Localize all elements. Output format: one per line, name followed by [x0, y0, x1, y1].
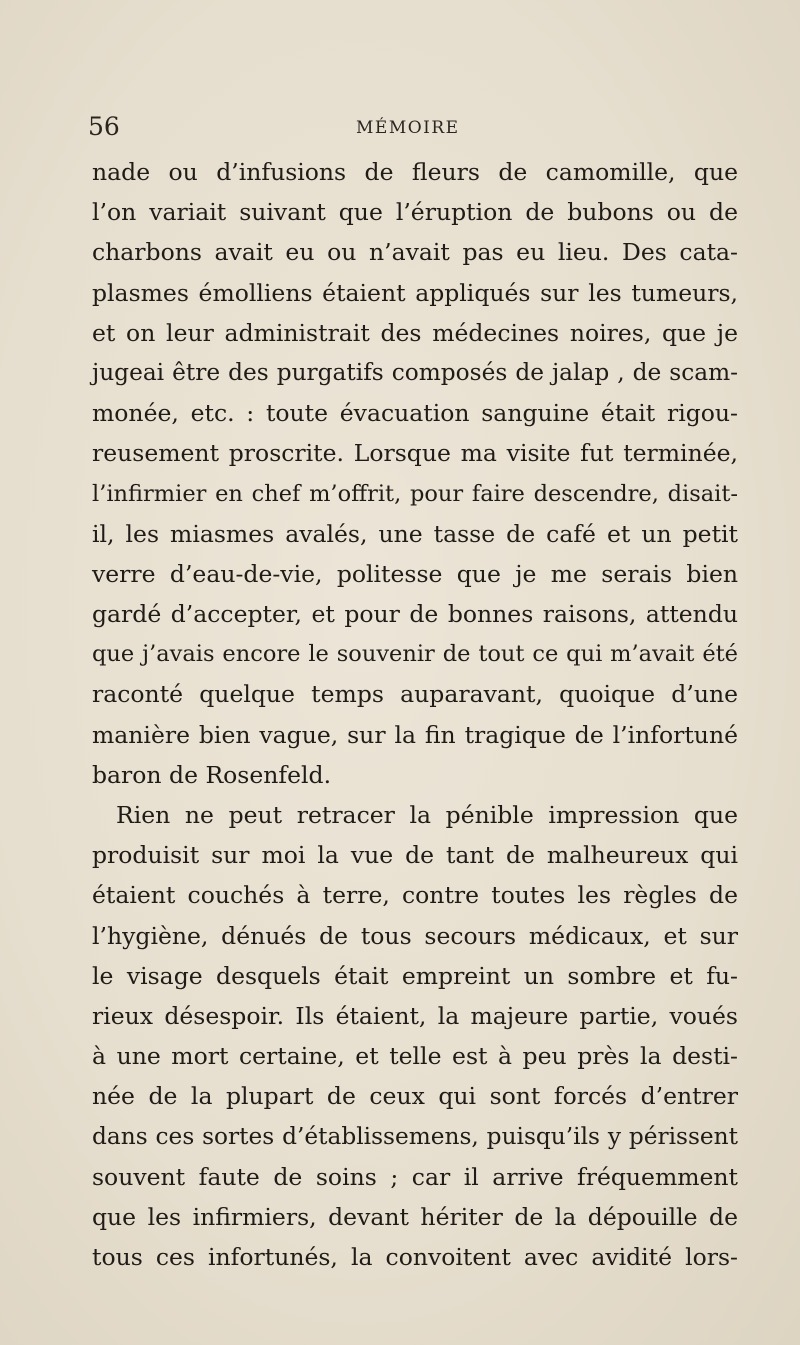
text-line: raconté quelque temps auparavant, quoique d’une — [92, 680, 738, 709]
paragraph-2 — [92, 795, 738, 1277]
page-header — [88, 112, 728, 146]
running-title: MÉMOIRE — [356, 118, 460, 138]
text-line: produisit sur moi la vue de tant de malheureux qui — [92, 841, 738, 870]
text-line: plasmes émolliens étaient appliqués sur les tumeurs, — [92, 278, 738, 307]
page-number: 56 — [88, 112, 120, 141]
text-line: à une mort certaine, et telle est à peu près la desti- — [92, 1042, 738, 1071]
text-line: baron de Rosenfeld. — [92, 760, 332, 789]
text-line: née de la plupart de ceux qui sont forcés d’entrer — [92, 1082, 738, 1111]
text-line: tous ces infortunés, la convoitent avec avidité lors- — [92, 1243, 738, 1272]
text-line: que les infirmiers, devant hériter de la dépouille de — [92, 1202, 738, 1231]
text-line: étaient couchés à terre, contre toutes les règles de — [92, 881, 738, 910]
text-line: charbons avait eu ou n’avait pas eu lieu. Des cata- — [92, 238, 738, 267]
body-text — [92, 152, 738, 1277]
text-line: gardé d’accepter, et pour de bonnes raisons, attendu — [92, 600, 738, 629]
text-line: l’on variait suivant que l’éruption de bubons ou de — [92, 198, 738, 227]
text-line: le visage desquels était empreint un sombre et fu- — [92, 961, 738, 990]
text-line: l’infirmier en chef m’offrit, pour faire descendre, disait- — [92, 480, 738, 507]
paragraph-1 — [92, 152, 738, 795]
text-line: rieux désespoir. Ils étaient, la majeure partie, voués — [92, 1001, 738, 1030]
text-line: que j’avais encore le souvenir de tout ce qui m’avait été — [92, 641, 738, 668]
text-line: souvent faute de soins ; car il arrive fréquemment — [92, 1162, 738, 1191]
text-line: et on leur administrait des médecines noires, que je — [92, 318, 738, 347]
text-line: nade ou d’infusions de fleurs de camomille, que — [92, 158, 738, 186]
text-line: jugeai être des purgatifs composés de jalap , de scam- — [92, 358, 738, 386]
text-line: manière bien vague, sur la fin tragique de l’infortuné — [92, 720, 738, 749]
text-line: il, les miasmes avalés, une tasse de café et un petit — [92, 519, 738, 548]
text-line: verre d’eau-de-vie, politesse que je me serais bien — [92, 559, 738, 588]
text-line: reusement proscrite. Lorsque ma visite fut terminée, — [92, 439, 738, 468]
text-line: Rien ne peut retracer la pénible impression que — [116, 801, 738, 829]
text-line: dans ces sortes d’établissemens, puisqu’ils y périssent — [92, 1122, 738, 1150]
text-line: monée, etc. : toute évacuation sanguine était rigou- — [92, 399, 738, 428]
text-line: l’hygiène, dénués de tous secours médicaux, et sur — [92, 921, 738, 950]
